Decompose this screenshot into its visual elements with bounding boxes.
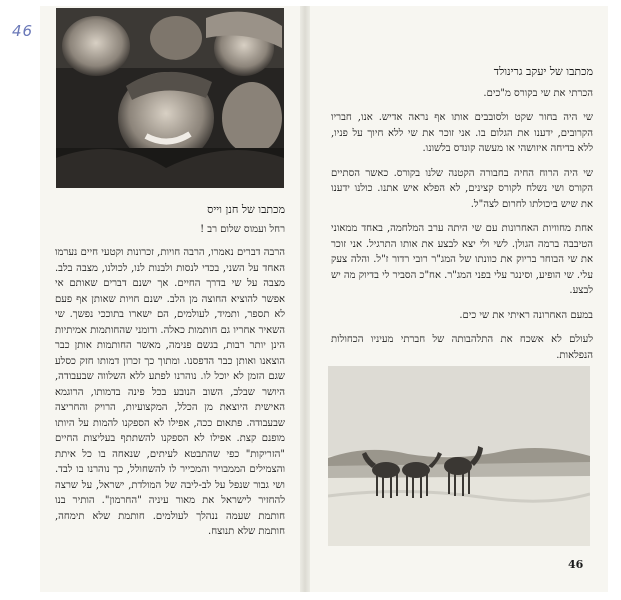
letter-weiss-greeting: רחל ועמוס שלום רב ! (200, 223, 285, 235)
letter-weiss-paragraph: הרבה דברים נאמרו, הרבה חויות, זכרונות וקטעי חיים נערמו האחד על השני, בכדי לנסות ולבנות לנו, לכולנו, מצבה בלב. מצבה על שי בדרך החיים. אך ישנם דברים שאותם אי אפשר להוציא החוצה מן הלב. ישנם חויות שאותן אף פעם לא תספר, ותמיד, לעולמים, הם ישארו בתוככי נפשך. שי השאיר אחריו גם חותמות כאלה. ודומני שהחותמות אמיתיות הינן יותר רבות, בגשם פנימה, מאשר החותמות אותן כבר הוצאנו ואותן כבר הדפסנו. ומתוך כך זכרון דמותו חזק כסלע שגם הזמן לא יוכל לו. נוהרנו לפתע ללא השלווה שבעבודה, היושר שבלב, השוב הנובע בכל פינה בדמותו, הרוגמא האישית היוצאת מן הכלל, המקצועיות, הרויק והחריצה שבעבודה. פתאום ככה, אפילו לא הספקנו להמות על היותו מופנם קצת. אפילו לא הספקנו להשתתף בעליצות החיים "הזריקות" כפי שהתבטא לעיתים, שנאחה בו כל איתת והצמילים הממבויר והמכייר לו להשחולל, כך נוהרנו בו לבד. ושי גבור שנפל על לב-ליבה של המולדת, ישראל, על שרצה להחזיר לישראל את מאור עיניה "החרמון". הותיר בנו חותמת שעמה ננהלך לעולמים. חותמת שלא תימחה, חותמת שלא תנוצח. (55, 247, 285, 537)
book-gutter (300, 6, 310, 592)
letter-greenwald-paragraph: הכרתי את שי בקורס מ"כים. (483, 87, 593, 99)
letter-greenwald-paragraph: אחת מחוויות האחרונות עם שי היתה ערב המלחמה, באחד ממאוני הטיבבה ברמה הגולן. לשי ולי יצא לבצע את אותו התרגיל. אני זוכר את שי הבוחר בריוק את כוונתו של המג"ר רובי רדור ז"ל. והלה צעק עלי. שי הופיע, וסינגר עלי בפני המג"ר. אח"כ הסביר לי בדיוק מה יש לבצע. (331, 223, 593, 296)
soldiers-photo-image (56, 8, 284, 188)
letter-greenwald-paragraph: שי היה בחור שקט ולסובבים אותו אף נראה אדיש. אנו, חבריו הקרובים, ידענו את הגלום בו. אני זוכר את שי ללא חיוך על פניו, ללא בדיחה איזושהי או מעשה קונדס בלשונו. (331, 112, 593, 154)
letter-greenwald-paragraph: במעם האחרונה ראיתי את שי כים. (459, 309, 593, 321)
letter-weiss (55, 202, 285, 540)
handwritten-page-mark: 46 (12, 22, 34, 40)
letter-weiss-heading: מכתבו של חנן וייס (207, 203, 285, 216)
letter-greenwald-paragraph: שי היה הרוח החיה בחבורה הקטנה שלנו בקורס. כאשר הסתיים הקורס ושי נשלח לקורס קצינים, לא הפלא איש אתנו. כולנו ידענו את שיש ביכולתו לחרום לצה"ל. (331, 167, 593, 210)
soldiers-photo (56, 8, 284, 188)
page-number: 46 (568, 558, 584, 571)
letter-greenwald-heading: מכתבו של יעקב גרינולד (493, 65, 593, 78)
letter-greenwald-paragraph: לעולם לא אשכח את התלהבותה של חברתי מעיניו הכחולות הנפלאות. (331, 334, 593, 361)
camels-desert-photo (328, 366, 590, 546)
letter-greenwald (331, 64, 593, 363)
camels-desert-photo-image (328, 366, 590, 546)
